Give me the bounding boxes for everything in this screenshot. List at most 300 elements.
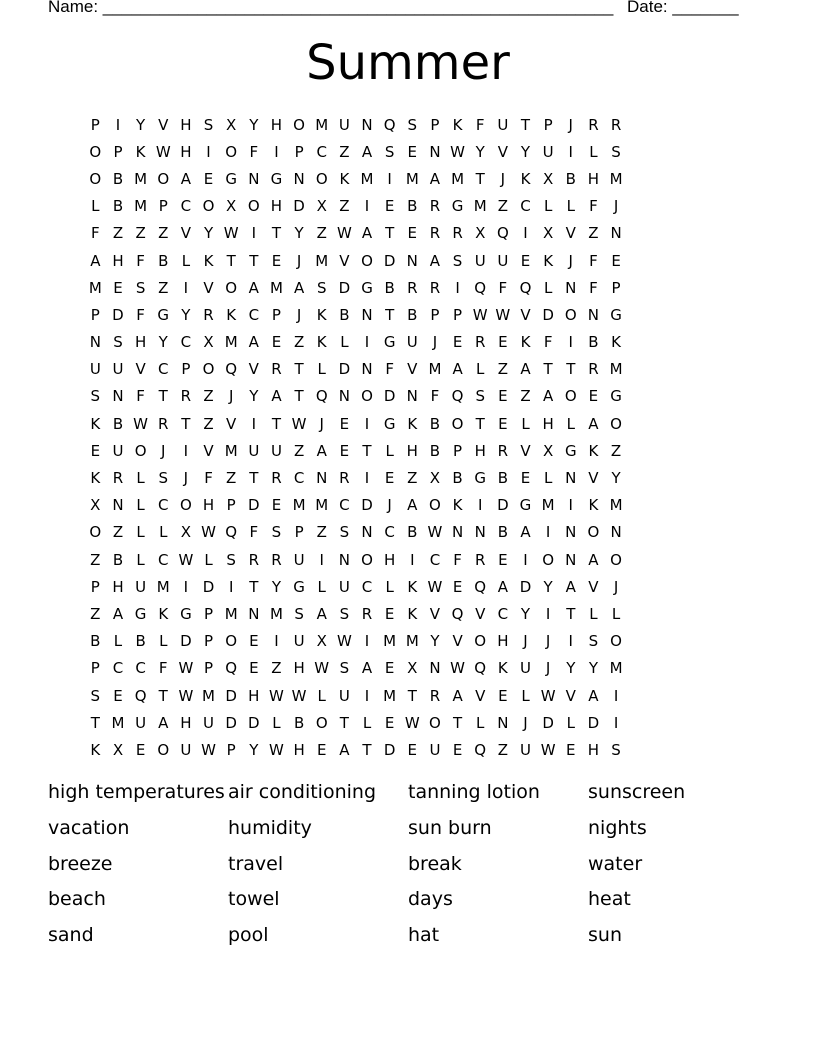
grid-letter: G [451,197,464,216]
grid-letter: A [407,496,418,515]
grid-letter: M [224,333,238,352]
grid-letter: M [609,496,623,515]
grid-letter: O [225,632,238,651]
grid-letter: I [274,632,279,651]
grid-letter: U [293,550,305,569]
grid-letter: P [611,278,621,297]
grid-letter: W [201,740,216,759]
grid-letter: A [316,604,327,623]
grid-letter: V [180,224,192,243]
grid-letter: K [520,333,531,352]
grid-letter: Z [271,659,282,678]
grid-letter: B [497,523,508,542]
word-list-item: air conditioning [228,781,377,803]
grid-letter: E [566,740,576,759]
grid-letter: I [183,441,189,460]
grid-letter: M [292,496,306,515]
grid-letter: E [271,251,282,270]
grid-letter: H [293,659,305,678]
grid-letter: B [112,550,124,569]
grid-letter: D [383,740,396,759]
grid-letter: U [112,360,124,379]
grid-letter: R [497,441,509,460]
grid-letter: L [385,577,394,596]
grid-letter: I [319,550,324,569]
grid-letter: H [270,197,283,216]
grid-letter: W [314,659,330,678]
grid-letter: U [520,659,531,678]
grid-letter: B [565,169,576,188]
grid-letter: X [226,115,237,134]
grid-letter: G [610,387,622,406]
grid-letter: X [112,740,124,759]
grid-letter: W [540,740,556,759]
grid-letter: Y [271,577,282,596]
grid-letter: J [613,577,619,596]
grid-letter: F [498,278,508,297]
grid-letter: U [270,441,282,460]
grid-letter: Q [496,224,509,243]
grid-letter: E [113,278,123,297]
grid-letter: I [523,550,528,569]
grid-letter: R [588,115,599,134]
grid-letter: Z [90,604,101,623]
grid-letter: F [589,278,598,297]
grid-letter: J [568,251,573,270]
grid-letter: A [520,360,531,379]
grid-letter: N [293,169,305,188]
grid-letter: S [611,740,621,759]
grid-letter: A [520,523,531,542]
grid-letter: S [90,387,101,406]
grid-letter: T [294,387,304,406]
grid-letter: D [225,686,237,705]
grid-letter: R [271,360,282,379]
grid-letter: M [541,496,555,515]
grid-letter: Z [226,469,237,488]
grid-letter: H [293,740,305,759]
grid-letter: K [316,305,327,324]
grid-letter: O [474,632,487,651]
grid-letter: Q [134,686,147,705]
grid-letter: A [429,169,441,188]
grid-letter: F [475,115,485,134]
grid-letter: H [180,713,192,732]
grid-letter: L [136,550,145,569]
grid-letter: A [588,414,599,433]
grid-letter: V [226,414,237,433]
grid-letter: C [497,604,509,623]
grid-letter: I [115,115,121,134]
grid-letter: T [566,604,576,623]
grid-letter: M [405,169,419,188]
grid-letter: U [293,632,305,651]
grid-letter: O [179,496,192,515]
grid-row [84,682,627,709]
grid-letter: B [407,305,418,324]
grid-letter: B [112,414,124,433]
grid-letter: F [136,251,145,270]
grid-letter: J [296,251,302,270]
grid-row [84,356,627,383]
grid-letter: V [452,632,463,651]
grid-letter: T [362,740,372,759]
grid-letter: V [475,686,486,705]
grid-letter: J [523,632,528,651]
grid-letter: H [542,414,554,433]
grid-letter: O [225,278,238,297]
grid-letter: Y [181,305,191,324]
grid-letter: W [201,523,216,542]
grid-letter: E [384,713,395,732]
grid-letter: I [183,577,189,596]
grid-letter: U [429,740,441,759]
grid-letter: F [249,142,259,161]
word-list-item: tanning lotion [408,781,540,803]
grid-letter: D [519,577,532,596]
grid-letter: Z [135,224,146,243]
grid-letter: Z [293,441,305,460]
grid-letter: H [270,115,283,134]
grid-letter: T [339,713,349,732]
grid-letter: W [178,686,194,705]
grid-letter: P [453,305,463,324]
grid-letter: U [474,251,486,270]
grid-letter: N [361,305,373,324]
grid-letter: Y [475,142,485,161]
grid-letter: M [609,360,623,379]
grid-letter: A [361,142,373,161]
grid-letter: S [339,604,350,623]
grid-letter: K [543,251,554,270]
grid-letter: Y [249,387,259,406]
grid-letter: K [135,142,146,161]
grid-letter: Z [112,224,124,243]
grid-letter: P [90,115,100,134]
grid-letter: W [178,550,194,569]
grid-letter: K [588,441,599,460]
grid-row [84,655,627,682]
grid-letter: T [520,115,531,134]
grid-letter: X [316,197,327,216]
grid-letter: N [248,169,260,188]
grid-letter: M [134,169,148,188]
grid-letter: O [361,387,373,406]
grid-letter: T [249,251,259,270]
grid-letter: R [610,115,622,134]
grid-letter: Z [203,414,214,433]
grid-letter: N [565,278,577,297]
grid-letter: E [407,740,418,759]
grid-letter: D [248,713,260,732]
grid-letter: L [611,604,621,623]
grid-letter: L [113,632,123,651]
grid-letter: T [543,360,553,379]
grid-letter: N [429,659,441,678]
word-list-item: water [588,852,643,875]
grid-letter: R [339,469,350,488]
grid-letter: E [384,197,395,216]
grid-letter: J [545,659,551,678]
grid-letter: D [542,305,554,324]
grid-letter: A [316,441,327,460]
grid-letter: T [475,169,485,188]
grid-letter: E [316,740,327,759]
grid-letter: X [226,197,237,216]
grid-letter: T [566,360,576,379]
grid-letter: E [407,142,418,161]
word-list-item: high temperatures [48,781,225,803]
grid-letter: M [609,169,623,188]
grid-letter: P [158,197,168,216]
grid-letter: N [610,224,622,243]
grid-letter: S [294,604,304,623]
grid-letter: E [90,441,101,460]
grid-letter: P [453,441,463,460]
grid-letter: L [91,197,100,216]
grid-letter: M [202,686,215,705]
word-list-item: travel [228,852,284,875]
grid-letter: F [589,251,598,270]
grid-letter: K [452,496,463,515]
grid-letter: C [158,550,169,569]
grid-letter: K [90,469,101,488]
grid-letter: W [269,686,284,705]
grid-letter: A [588,550,599,569]
word-list [48,777,768,956]
grid-letter: G [383,414,396,433]
grid-letter: O [564,387,577,406]
grid-letter: B [90,632,101,651]
grid-letter: A [361,224,373,243]
grid-letter: M [473,197,487,216]
grid-letter: F [453,550,462,569]
grid-letter: N [338,387,350,406]
grid-letter: L [385,441,394,460]
grid-letter: H [248,686,260,705]
grid-letter: L [317,360,326,379]
grid-letter: Y [249,115,259,134]
grid-letter: E [384,469,395,488]
grid-letter: O [429,496,441,515]
grid-letter: X [90,496,101,515]
grid-letter: K [520,169,531,188]
grid-letter: R [429,224,441,243]
grid-letter: C [112,659,124,678]
grid-letter: T [249,577,259,596]
grid-letter: O [89,142,102,161]
grid-letter: T [362,441,372,460]
grid-letter: N [89,333,101,352]
grid-letter: U [135,713,147,732]
grid-letter: I [364,333,370,352]
grid-letter: G [564,441,577,460]
grid-letter: O [225,142,238,161]
grid-letter: I [364,686,370,705]
word-list-item: humidity [228,816,312,839]
grid-letter: E [203,169,214,188]
grid-letter: K [203,251,214,270]
grid-letter: I [568,333,573,352]
grid-letter: W [450,659,465,678]
grid-letter: F [543,333,553,352]
grid-letter: L [362,713,372,732]
grid-letter: D [180,632,192,651]
grid-letter: H [474,441,486,460]
grid-letter: R [474,550,486,569]
grid-letter: M [383,686,397,705]
grid-letter: K [226,305,237,324]
grid-letter: T [385,305,395,324]
grid-letter: F [430,387,440,406]
letter-grid [84,111,627,764]
grid-letter: J [500,169,506,188]
grid-letter: Z [316,224,327,243]
grid-letter: M [405,632,419,651]
grid-letter: M [315,251,329,270]
grid-letter: D [338,360,351,379]
grid-letter: M [224,604,238,623]
grid-letter: B [407,523,418,542]
grid-letter: E [498,387,508,406]
grid-letter: K [407,577,418,596]
grid-letter: W [450,142,465,161]
grid-letter: D [383,251,396,270]
grid-letter: A [248,333,259,352]
grid-letter: H [497,632,509,651]
grid-letter: Q [225,659,238,678]
grid-letter: H [202,496,215,515]
grid-row [84,329,627,356]
grid-letter: O [429,713,441,732]
grid-letter: E [498,414,508,433]
grid-letter: G [225,169,237,188]
grid-letter: K [90,414,101,433]
grid-letter: A [293,278,305,297]
grid-letter: E [135,740,146,759]
grid-letter: W [178,659,194,678]
grid-letter: Y [520,142,531,161]
grid-letter: D [112,305,124,324]
grid-letter: A [588,686,599,705]
grid-letter: S [226,550,236,569]
grid-letter: J [432,333,438,352]
grid-letter: R [158,414,169,433]
grid-letter: H [587,740,600,759]
grid-letter: W [223,224,239,243]
grid-letter: G [383,333,396,352]
grid-letter: J [296,305,302,324]
grid-letter: J [387,496,392,515]
grid-letter: I [274,142,279,161]
grid-letter: Z [588,224,599,243]
grid-letter: S [339,523,350,542]
grid-letter: J [228,387,234,406]
grid-letter: S [407,115,418,134]
grid-letter: M [315,115,329,134]
grid-letter: P [90,577,100,596]
grid-letter: A [361,659,373,678]
grid-letter: L [543,197,553,216]
grid-letter: K [158,604,169,623]
grid-letter: L [543,469,553,488]
grid-letter: W [291,686,307,705]
grid-letter: K [452,115,463,134]
grid-letter: G [610,305,622,324]
grid-letter: K [339,169,350,188]
grid-letter: F [91,224,100,243]
grid-letter: O [157,169,170,188]
grid-letter: R [271,550,282,569]
grid-letter: I [613,713,619,732]
grid-letter: Z [203,387,214,406]
grid-letter: Z [293,333,305,352]
grid-letter: G [293,577,305,596]
grid-row [84,220,627,247]
grid-letter: S [90,686,101,705]
grid-letter: M [315,496,329,515]
grid-letter: O [315,713,328,732]
grid-letter: X [429,469,441,488]
grid-letter: R [180,387,192,406]
grid-letter: W [133,414,149,433]
grid-letter: V [407,360,418,379]
grid-letter: T [181,414,191,433]
grid-letter: V [248,360,259,379]
grid-letter: Z [610,441,622,460]
grid-letter: Z [90,550,101,569]
grid-letter: U [180,740,192,759]
grid-letter: I [251,414,257,433]
grid-letter: H [180,115,192,134]
grid-letter: M [111,713,125,732]
grid-letter: E [498,550,508,569]
grid-letter: A [543,387,554,406]
grid-letter: G [361,278,373,297]
grid-letter: P [226,740,236,759]
grid-letter: I [545,523,551,542]
grid-letter: E [498,686,508,705]
grid-letter: S [316,278,327,297]
grid-row [84,274,627,301]
grid-letter: A [339,740,350,759]
grid-letter: W [495,305,511,324]
grid-letter: N [248,604,260,623]
grid-letter: D [293,197,305,216]
grid-letter: A [180,169,192,188]
word-list-item: nights [588,816,647,839]
grid-letter: B [293,713,305,732]
grid-letter: Z [497,360,508,379]
grid-letter: S [158,469,168,488]
grid-row [84,111,627,138]
grid-letter: M [156,577,170,596]
grid-row [84,301,627,328]
grid-letter: Y [430,632,440,651]
grid-letter: D [361,496,373,515]
word-list-item: beach [48,888,106,911]
grid-letter: N [451,523,464,542]
grid-letter: S [475,387,485,406]
grid-letter: B [497,469,508,488]
grid-letter: R [248,550,260,569]
grid-letter: D [225,713,237,732]
grid-letter: I [183,278,189,297]
grid-letter: O [564,305,577,324]
grid-letter: V [565,686,576,705]
grid-letter: O [587,523,600,542]
word-list-item: hat [408,924,440,947]
